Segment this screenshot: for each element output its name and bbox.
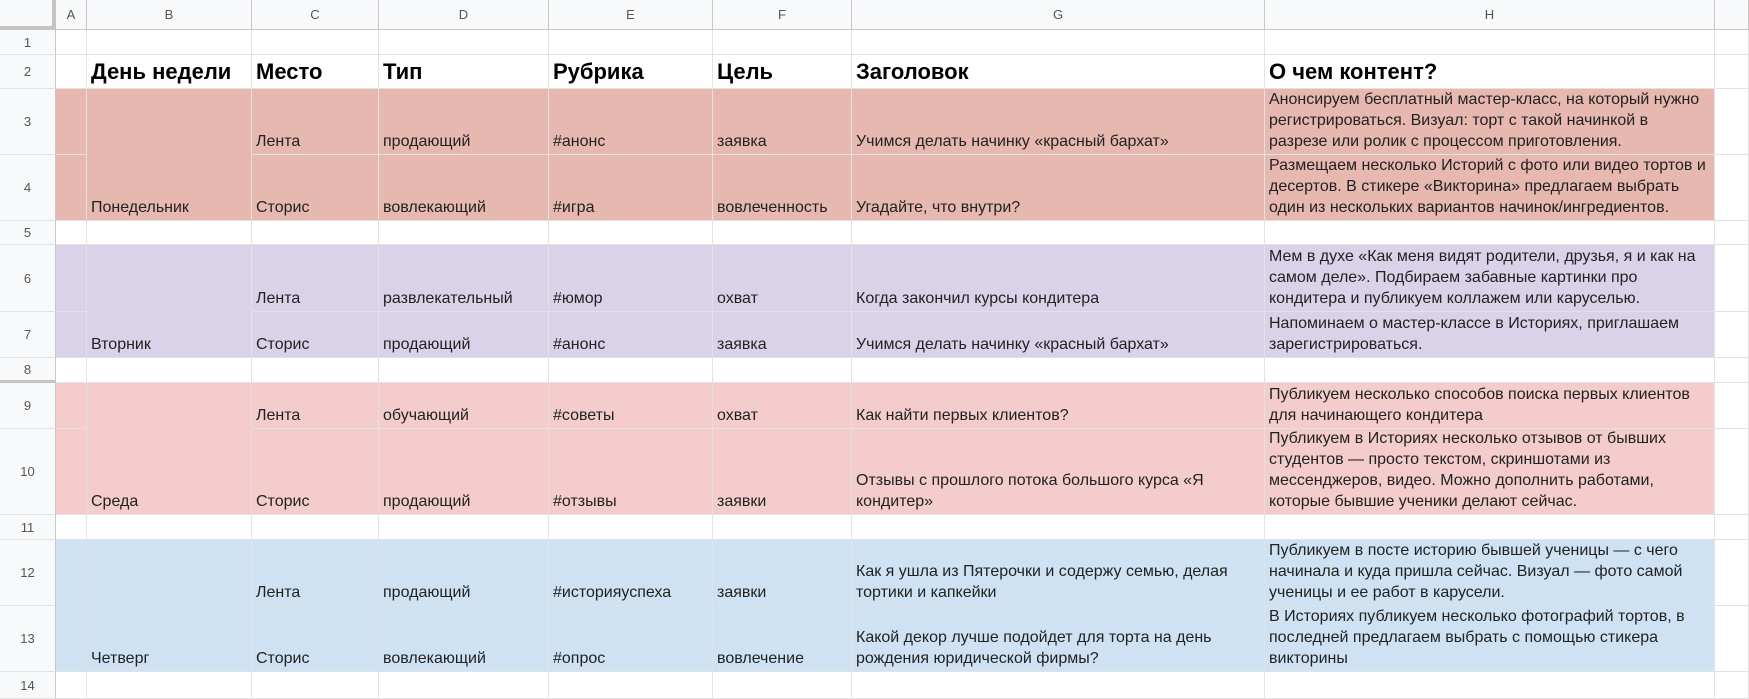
cell[interactable] xyxy=(1715,30,1749,55)
cell-day[interactable] xyxy=(87,245,252,312)
cell[interactable] xyxy=(87,358,252,383)
cell-day[interactable]: Понедельник xyxy=(87,155,252,221)
row-header-6[interactable]: 6 xyxy=(0,245,56,312)
cell-day[interactable] xyxy=(87,89,252,155)
cell-place[interactable]: Лента xyxy=(252,540,379,606)
cell-day[interactable]: Среда xyxy=(87,429,252,515)
row-header-5[interactable]: 5 xyxy=(0,221,56,245)
cell[interactable] xyxy=(56,540,87,606)
row-header-2[interactable]: 2 xyxy=(0,55,56,89)
header-rubric[interactable]: Рубрика xyxy=(549,55,713,89)
row-header-8[interactable]: 8 xyxy=(0,358,56,383)
column-header-g[interactable]: G xyxy=(852,0,1265,30)
column-header-extra[interactable] xyxy=(1715,0,1749,30)
cell[interactable] xyxy=(1265,515,1715,540)
cell[interactable] xyxy=(852,515,1265,540)
cell-content[interactable]: Публикуем в посте историю бывшей ученицы — с чего начинала и куда пришла сейчас. Визуал — фото самой ученицы и ее работ в карусели. xyxy=(1265,540,1715,606)
column-header-c[interactable]: C xyxy=(252,0,379,30)
row-header-11[interactable]: 11 xyxy=(0,515,56,540)
cell[interactable] xyxy=(1715,221,1749,245)
cell[interactable] xyxy=(56,155,87,221)
cell[interactable] xyxy=(1715,358,1749,383)
cell[interactable] xyxy=(56,515,87,540)
cell-type[interactable]: продающий xyxy=(379,89,549,155)
cell-place[interactable]: Лента xyxy=(252,245,379,312)
cell-goal[interactable]: охват xyxy=(713,245,852,312)
cell[interactable] xyxy=(549,221,713,245)
cell-type[interactable]: вовлекающий xyxy=(379,606,549,672)
header-goal[interactable]: Цель xyxy=(713,55,852,89)
row-header-10[interactable]: 10 xyxy=(0,429,56,515)
cell-day[interactable] xyxy=(87,540,252,606)
cell-type[interactable]: развлекательный xyxy=(379,245,549,312)
cell[interactable] xyxy=(852,30,1265,55)
cell[interactable] xyxy=(1715,383,1749,429)
cell-place[interactable]: Сторис xyxy=(252,312,379,358)
cell-place[interactable]: Сторис xyxy=(252,429,379,515)
cell-content[interactable]: Размещаем несколько Историй с фото или видео тортов и десертов. В стикере «Викторина» предлагаем выбрать один из нескольких вариантов начинок/ингредиентов. xyxy=(1265,155,1715,221)
cell[interactable] xyxy=(1265,672,1715,699)
cell-content[interactable]: В Историях публикуем несколько фотографий тортов, в последней предлагаем выбрать с помощью стикера викторины xyxy=(1265,606,1715,672)
cell[interactable] xyxy=(713,358,852,383)
cell[interactable] xyxy=(252,358,379,383)
cell-place[interactable]: Сторис xyxy=(252,606,379,672)
row-header-4[interactable]: 4 xyxy=(0,155,56,221)
header-title[interactable]: Заголовок xyxy=(852,55,1265,89)
column-header-h[interactable]: H xyxy=(1265,0,1715,30)
header-place[interactable]: Место xyxy=(252,55,379,89)
cell-goal[interactable]: вовлечение xyxy=(713,606,852,672)
row-header-13[interactable]: 13 xyxy=(0,606,56,672)
cell[interactable] xyxy=(852,221,1265,245)
cell-rubric[interactable]: #анонс xyxy=(549,312,713,358)
column-header-e[interactable]: E xyxy=(549,0,713,30)
cell-title[interactable]: Учимся делать начинку «красный бархат» xyxy=(852,312,1265,358)
cell[interactable] xyxy=(379,221,549,245)
cell-place[interactable]: Лента xyxy=(252,89,379,155)
cell[interactable] xyxy=(252,30,379,55)
cell-day[interactable] xyxy=(87,383,252,429)
cell[interactable] xyxy=(252,672,379,699)
cell[interactable] xyxy=(56,383,87,429)
cell-place[interactable]: Сторис xyxy=(252,155,379,221)
cell-place[interactable]: Лента xyxy=(252,383,379,429)
cell[interactable] xyxy=(1715,245,1749,312)
cell[interactable] xyxy=(549,30,713,55)
cell[interactable] xyxy=(87,30,252,55)
cell[interactable] xyxy=(1715,606,1749,672)
cell-goal[interactable]: заявка xyxy=(713,89,852,155)
cell-content[interactable]: Публикуем в Историях несколько отзывов от бывших студентов — просто текстом, скриншотами из мессенджеров, видео. Можно дополнить работами, которые бывшие ученики делают сейчас. xyxy=(1265,429,1715,515)
cell-goal[interactable]: вовлеченность xyxy=(713,155,852,221)
cell-title[interactable]: Учимся делать начинку «красный бархат» xyxy=(852,89,1265,155)
cell[interactable] xyxy=(56,606,87,672)
cell-title[interactable]: Как я ушла из Пятерочки и содержу семью, делая тортики и капкейки xyxy=(852,540,1265,606)
row-header-12[interactable]: 12 xyxy=(0,540,56,606)
cell[interactable] xyxy=(87,515,252,540)
cell[interactable] xyxy=(56,312,87,358)
row-header-14[interactable]: 14 xyxy=(0,672,56,699)
cell[interactable] xyxy=(1265,30,1715,55)
cell[interactable] xyxy=(379,30,549,55)
cell-rubric[interactable]: #игра xyxy=(549,155,713,221)
cell[interactable] xyxy=(713,30,852,55)
cell-goal[interactable]: заявки xyxy=(713,429,852,515)
cell-type[interactable]: вовлекающий xyxy=(379,155,549,221)
cell-goal[interactable]: охват xyxy=(713,383,852,429)
cell-content[interactable]: Публикуем несколько способов поиска первых клиентов для начинающего кондитера xyxy=(1265,383,1715,429)
cell-rubric[interactable]: #юмор xyxy=(549,245,713,312)
cell[interactable] xyxy=(56,358,87,383)
select-all-corner[interactable] xyxy=(0,0,56,30)
cell[interactable] xyxy=(1715,312,1749,358)
cell[interactable] xyxy=(1265,358,1715,383)
header-type[interactable]: Тип xyxy=(379,55,549,89)
cell-goal[interactable]: заявка xyxy=(713,312,852,358)
cell-title[interactable]: Когда закончил курсы кондитера xyxy=(852,245,1265,312)
cell[interactable] xyxy=(252,515,379,540)
cell[interactable] xyxy=(56,245,87,312)
cell-title[interactable]: Какой декор лучше подойдет для торта на день рождения юридической фирмы? xyxy=(852,606,1265,672)
column-header-d[interactable]: D xyxy=(379,0,549,30)
cell-type[interactable]: продающий xyxy=(379,540,549,606)
cell[interactable] xyxy=(87,672,252,699)
cell[interactable] xyxy=(1715,429,1749,515)
cell-rubric[interactable]: #анонс xyxy=(549,89,713,155)
cell-day[interactable]: Вторник xyxy=(87,312,252,358)
cell[interactable] xyxy=(713,515,852,540)
cell[interactable] xyxy=(379,515,549,540)
cell[interactable] xyxy=(549,515,713,540)
cell[interactable] xyxy=(1715,55,1749,89)
cell-type[interactable]: обучающий xyxy=(379,383,549,429)
cell[interactable] xyxy=(252,221,379,245)
row-header-7[interactable]: 7 xyxy=(0,312,56,358)
cell-type[interactable]: продающий xyxy=(379,312,549,358)
cell-title[interactable]: Отзывы с прошлого потока большого курса «Я кондитер» xyxy=(852,429,1265,515)
cell-content[interactable]: Напоминаем о мастер-классе в Историях, приглашаем зарегистрироваться. xyxy=(1265,312,1715,358)
cell[interactable] xyxy=(549,358,713,383)
cell-rubric[interactable]: #советы xyxy=(549,383,713,429)
cell[interactable] xyxy=(549,672,713,699)
column-header-a[interactable]: A xyxy=(56,0,87,30)
cell-day[interactable]: Четверг xyxy=(87,606,252,672)
cell-rubric[interactable]: #отзывы xyxy=(549,429,713,515)
cell-content[interactable]: Анонсируем бесплатный мастер-класс, на который нужно регистрироваться. Визуал: торт с такой начинкой в разрезе или ролик с процессом приготовления. xyxy=(1265,89,1715,155)
cell-goal[interactable]: заявки xyxy=(713,540,852,606)
cell[interactable] xyxy=(87,221,252,245)
row-header-1[interactable]: 1 xyxy=(0,30,56,55)
cell[interactable] xyxy=(852,358,1265,383)
cell[interactable] xyxy=(1715,515,1749,540)
row-header-3[interactable]: 3 xyxy=(0,89,56,155)
cell-type[interactable]: продающий xyxy=(379,429,549,515)
cell[interactable] xyxy=(56,221,87,245)
cell[interactable] xyxy=(56,55,87,89)
cell[interactable] xyxy=(852,672,1265,699)
header-day[interactable]: День недели xyxy=(87,55,252,89)
cell[interactable] xyxy=(1715,89,1749,155)
cell[interactable] xyxy=(1715,540,1749,606)
cell[interactable] xyxy=(1715,672,1749,699)
cell-content[interactable]: Мем в духе «Как меня видят родители, друзья, я и как на самом деле». Подбираем забавные картинки про кондитера и публикуем коллажем или каруселью. xyxy=(1265,245,1715,312)
cell-title[interactable]: Угадайте, что внутри? xyxy=(852,155,1265,221)
cell[interactable] xyxy=(713,221,852,245)
cell[interactable] xyxy=(713,672,852,699)
cell[interactable] xyxy=(379,358,549,383)
cell[interactable] xyxy=(56,30,87,55)
row-header-9[interactable]: 9 xyxy=(0,383,56,429)
cell-title[interactable]: Как найти первых клиентов? xyxy=(852,383,1265,429)
cell-rubric[interactable]: #опрос xyxy=(549,606,713,672)
header-content[interactable]: О чем контент? xyxy=(1265,55,1715,89)
cell[interactable] xyxy=(56,429,87,515)
column-header-f[interactable]: F xyxy=(713,0,852,30)
cell[interactable] xyxy=(1265,221,1715,245)
cell[interactable] xyxy=(379,672,549,699)
cell-rubric[interactable]: #историяуспеха xyxy=(549,540,713,606)
cell[interactable] xyxy=(56,672,87,699)
column-header-b[interactable]: B xyxy=(87,0,252,30)
cell[interactable] xyxy=(56,89,87,155)
cell[interactable] xyxy=(1715,155,1749,221)
